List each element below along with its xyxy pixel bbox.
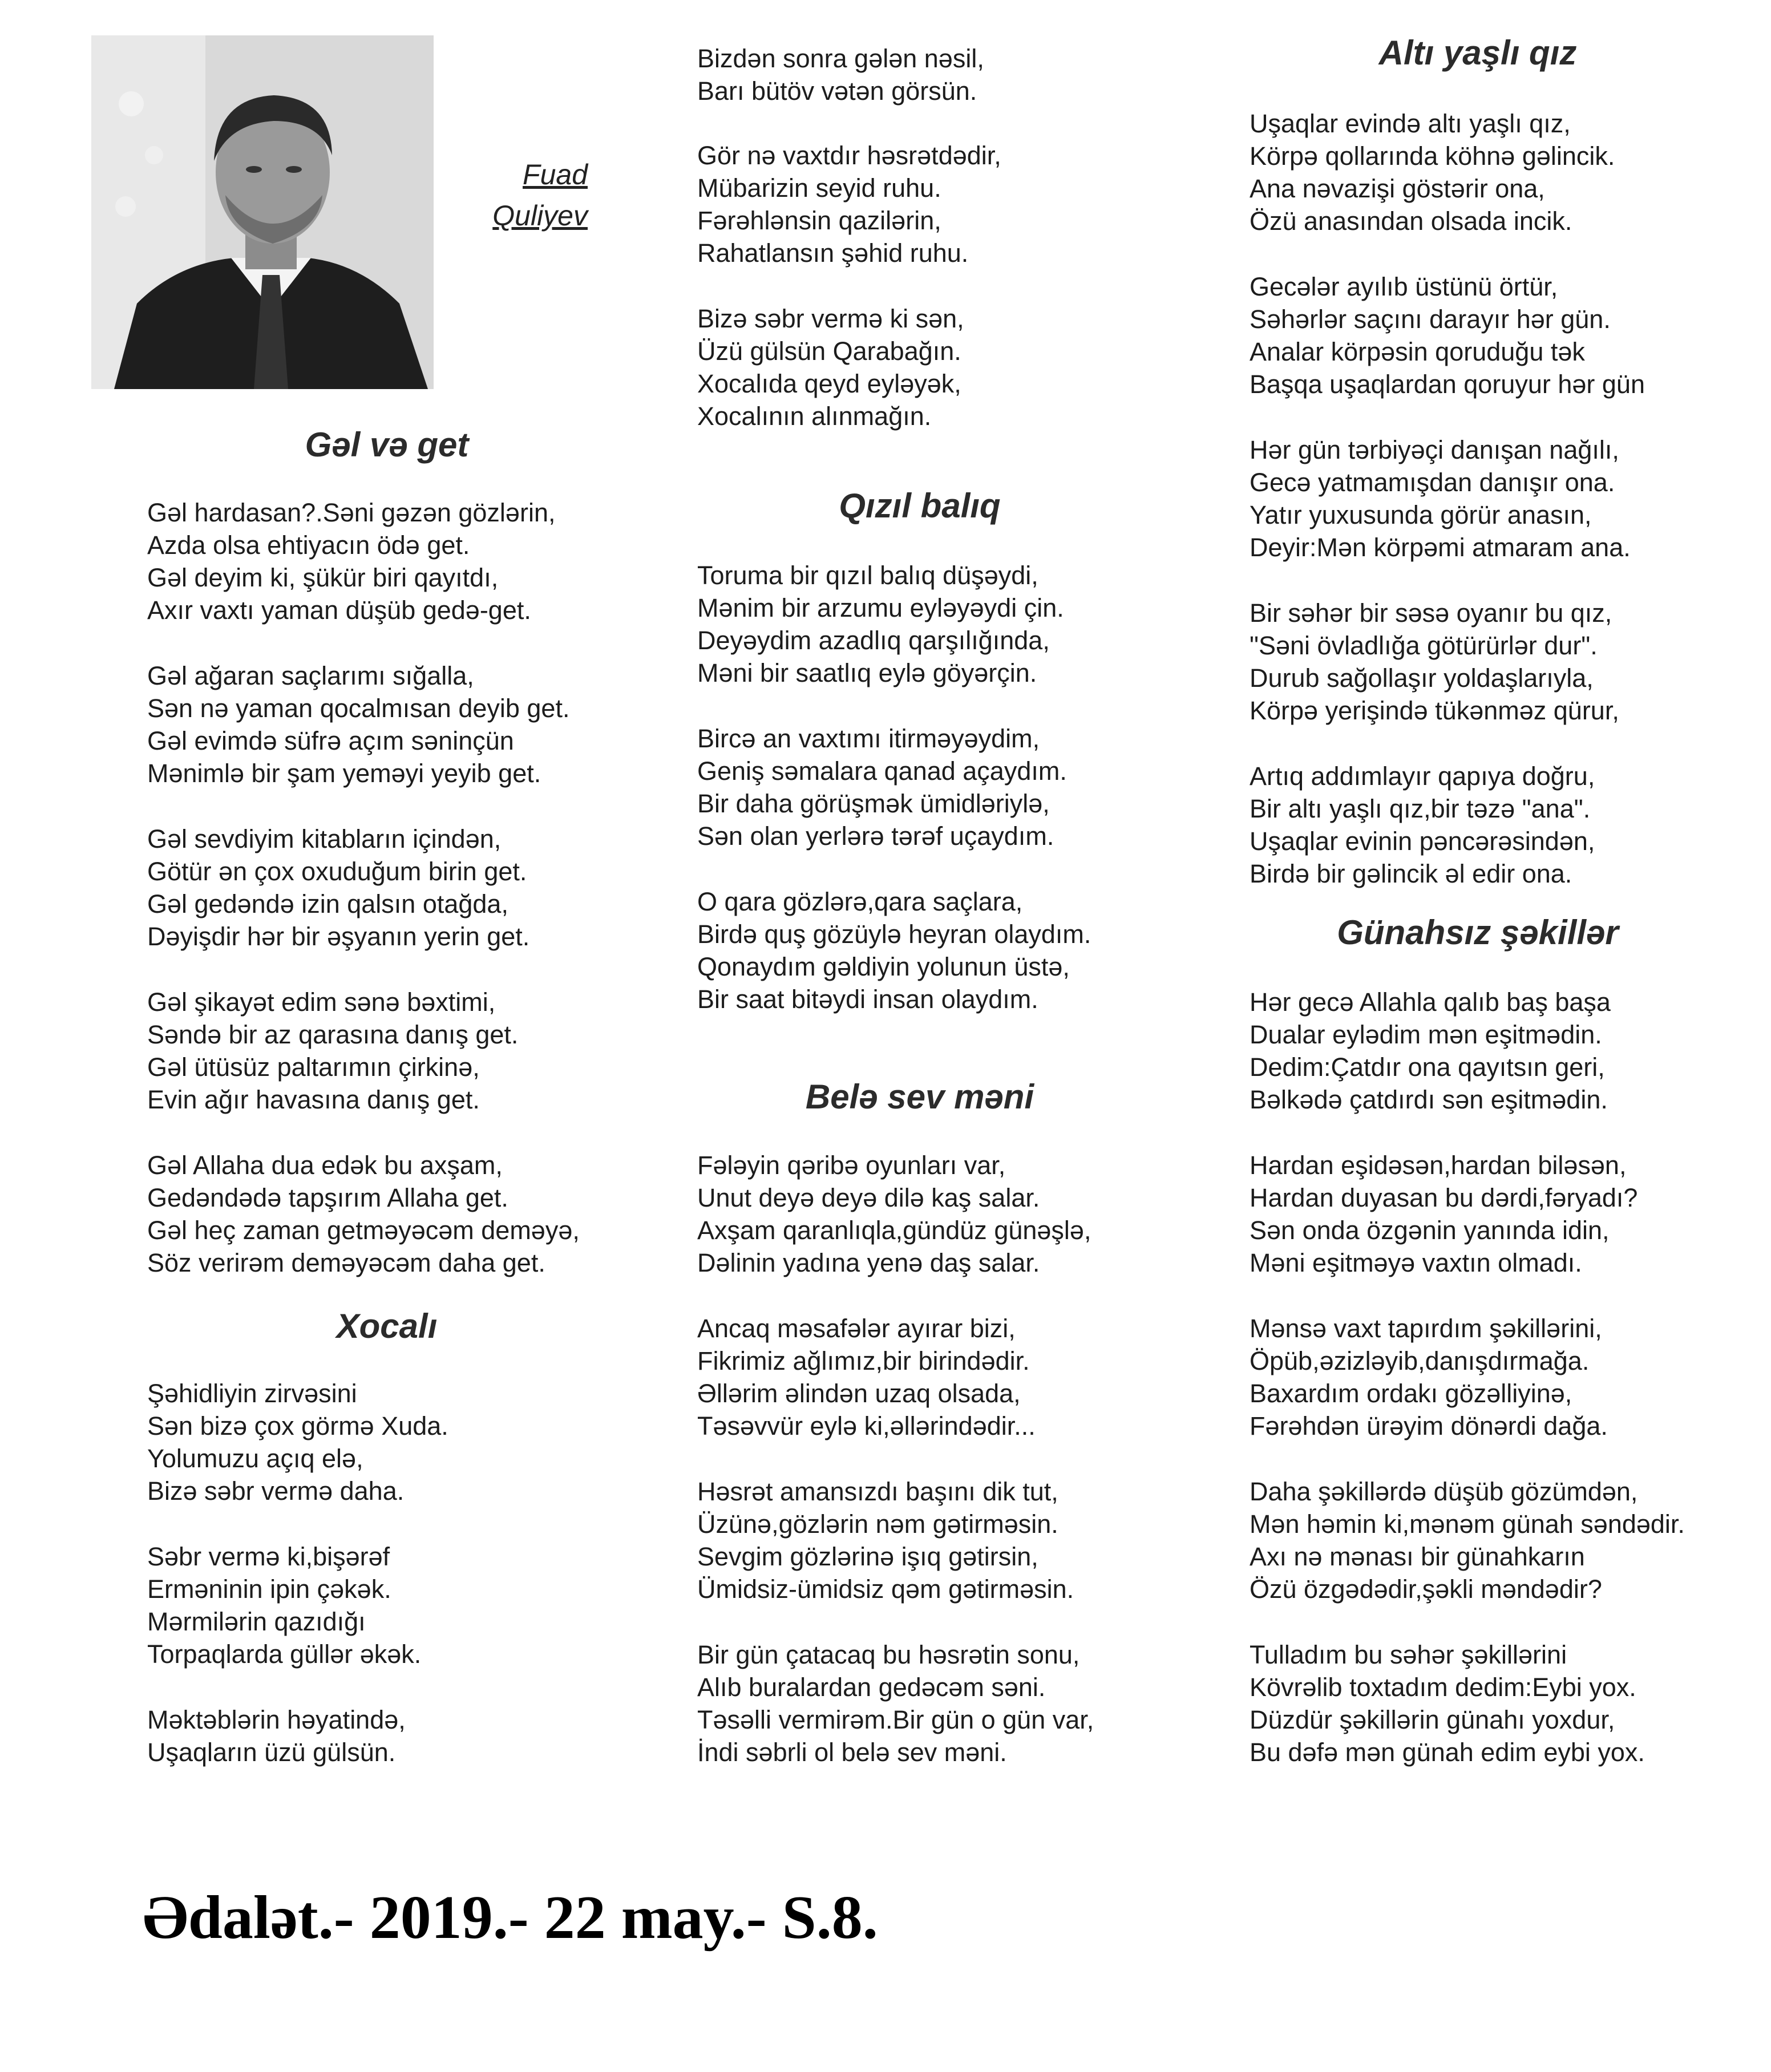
poem-line: Mənsə vaxt tapırdım şəkillərini, (1250, 1314, 1602, 1343)
poem-line: Səbr vermə ki,bişərəf (147, 1542, 390, 1571)
stanza (147, 496, 555, 626)
stanza (147, 823, 529, 953)
stanza (147, 1377, 448, 1507)
poem-line: Məni eşitməyə vaxtın olmadı. (1250, 1248, 1582, 1277)
stanza (1250, 986, 1611, 1116)
poem-line: Üzünə,gözlərin nəm gətirməsin. (697, 1510, 1058, 1539)
poem-line: Mənim bir arzumu eyləyəydi çin. (697, 593, 1064, 622)
poem-line: Fərəhdən ürəyim dönərdi dağa. (1250, 1411, 1608, 1440)
poem-line: Öpüb,əzizləyib,danışdırmağa. (1250, 1346, 1590, 1375)
poem-line: Bir altı yaşlı qız,bir təzə "ana". (1250, 794, 1591, 823)
poem-line: Ana nəvazişi göstərir ona, (1250, 174, 1545, 203)
poem-line: Deyir:Mən körpəmi atmaram ana. (1250, 533, 1631, 562)
stanza (1250, 1149, 1637, 1279)
poem-line: Evin ağır havasına danış get. (147, 1085, 480, 1114)
stanza (697, 42, 984, 107)
poem-line: Torpaqlarda güllər əkək. (147, 1640, 422, 1669)
poem-line: Axır vaxtı yaman düşüb gedə-get. (147, 596, 531, 625)
poem-line: Gəl ütüsüz paltarımın çirkinə, (147, 1053, 480, 1082)
poem-line: Geniş səmalara qanad açaydım. (697, 756, 1067, 786)
poem-line: Artıq addımlayır qapıya doğru, (1250, 762, 1595, 791)
stanza (1250, 1312, 1608, 1442)
poem-line: Dedim:Çatdır ona qayıtsın geri, (1250, 1053, 1605, 1082)
poem-line: Sən nə yaman qocalmısan deyib get. (147, 694, 570, 723)
poem-line: Axşam qaranlıqla,gündüz günəşlə, (697, 1216, 1091, 1245)
poem-line: Dəlinin yadına yenə daş salar. (697, 1248, 1040, 1277)
poem-line: Gəl sevdiyim kitabların içindən, (147, 824, 502, 853)
poem-line: Bir daha görüşmək ümidləriylə, (697, 789, 1050, 818)
poem-line: Gəl gedəndə izin qalsın otağda, (147, 889, 508, 918)
poem-line: Birdə quş gözüylə heyran olaydım. (697, 920, 1091, 949)
poem-line: Unut deyə deyə dilə kaş salar. (697, 1183, 1040, 1212)
poem-line: Gecə yatmamışdan danışır ona. (1250, 468, 1615, 497)
poem-line: O qara gözlərə,qara saçlara, (697, 887, 1023, 916)
stanza (1250, 434, 1631, 564)
poem-line: Hər gecə Allahla qalıb baş başa (1250, 988, 1611, 1017)
publication-citation: Ədalət.- 2019.- 22 may.- S.8. (143, 1884, 878, 1952)
author-name (468, 154, 588, 236)
author-last-name: Quliyev (492, 200, 588, 232)
poem-line: Təsəvvür eylə ki,əllərindədir... (697, 1411, 1036, 1440)
poem-line: Uşaqlar evinin pəncərəsindən, (1250, 827, 1595, 856)
poem-line: Ümidsiz-ümidsiz qəm gətirməsin. (697, 1575, 1074, 1604)
poem-line: Deyəydim azadlıq qarşılığında, (697, 626, 1050, 655)
poem-line: Hardan eşidəsən,hardan biləsən, (1250, 1151, 1627, 1180)
poem-line: Rahatlansın şəhid ruhu. (697, 238, 969, 268)
poem-title-bele-sev-meni: Belə sev məni (805, 1078, 1034, 1116)
author-first-name: Fuad (523, 159, 588, 191)
stanza (697, 1638, 1094, 1769)
poem-line: Bizə səbr vermə ki sən, (697, 304, 964, 333)
poem-line: Barı bütöv vətən görsün. (697, 76, 977, 106)
poem-line: Gəl evimdə süfrə açım səninçün (147, 726, 514, 755)
poem-line: Yatır yuxusunda görür anasın, (1250, 500, 1592, 529)
poem-line: Uşaqların üzü gülsün. (147, 1738, 396, 1767)
poem-line: Erməninin ipin çəkək. (147, 1575, 391, 1604)
poem-line: Axı nə mənası bir günahkarın (1250, 1542, 1585, 1571)
poem-line: Məni bir saatlıq eylə göyərçin. (697, 658, 1037, 687)
stanza (1250, 760, 1595, 890)
poem-line: Üzü gülsün Qarabağın. (697, 337, 961, 366)
stanza (1250, 1475, 1685, 1605)
poem-line: Gəl şikayət edim sənə bəxtimi, (147, 988, 496, 1017)
poem-title-xocali: Xocalı (336, 1307, 438, 1345)
poem-line: Həsrət amansızdı başını dik tut, (697, 1477, 1058, 1506)
poem-title-gel-ve-get: Gəl və get (305, 426, 469, 464)
poem-line: Səhərlər saçını darayır hər gün. (1250, 305, 1611, 334)
poem-line: Fələyin qəribə oyunları var, (697, 1151, 1006, 1180)
poem-line: Sən onda özgənin yanında idin, (1250, 1216, 1610, 1245)
poem-line: Körpə qollarında köhnə gəlincik. (1250, 141, 1615, 171)
poem-line: Gəl heç zaman getməyəcəm deməyə, (147, 1216, 580, 1245)
stanza (697, 1475, 1074, 1605)
poem-line: Durub sağollaşır yoldaşlarıyla, (1250, 663, 1594, 693)
poem-line: Körpə yerişində tükənməz qürur, (1250, 696, 1619, 725)
poem-line: Özü anasından olsada incik. (1250, 207, 1572, 236)
poem-line: Məktəblərin həyatində, (147, 1705, 406, 1734)
stanza (1250, 1638, 1645, 1769)
stanza (697, 559, 1064, 689)
poem-line: Bizə səbr vermə daha. (147, 1476, 405, 1506)
poem-line: Götür ən çox oxuduğum birin get. (147, 857, 527, 886)
stanza (1250, 597, 1619, 727)
poem-line: Tulladım bu səhər şəkillərini (1250, 1640, 1567, 1669)
stanza (1250, 270, 1645, 400)
stanza (697, 885, 1091, 1015)
poem-line: Bəlkədə çatdırdı sən eşitmədin. (1250, 1085, 1608, 1114)
stanza (147, 659, 569, 790)
poem-title-qizil-baliq: Qızıl balıq (839, 487, 1001, 525)
poem-line: Uşaqlar evində altı yaşlı qız, (1250, 109, 1571, 138)
poem-line: Alıb buralardan gedəcəm səni. (697, 1673, 1046, 1702)
poem-line: Fərəhlənsin qazilərin, (697, 206, 941, 235)
stanza (147, 1149, 580, 1279)
poem-line: Mən həmin ki,mənəm günah səndədir. (1250, 1510, 1685, 1539)
stanza (697, 1312, 1036, 1442)
poem-line: İndi səbrli ol belə sev məni. (697, 1738, 1007, 1767)
stanza (147, 1703, 406, 1769)
poem-line: Dəyişdir hər bir əşyanın yerin get. (147, 922, 530, 951)
poem-line: Daha şəkillərdə düşüb gözümdən, (1250, 1477, 1638, 1506)
poem-line: Baxardım ordakı gözəlliyinə, (1250, 1379, 1572, 1408)
stanza (697, 722, 1067, 852)
poem-line: Bir gün çatacaq bu həsrətin sonu, (697, 1640, 1080, 1669)
poem-line: Söz verirəm deməyəcəm daha get. (147, 1248, 545, 1277)
stanza (697, 139, 1001, 269)
poem-line: Gecələr ayılıb üstünü örtür, (1250, 272, 1558, 301)
poem-line: Qonaydım gəldiyin yolunun üstə, (697, 952, 1070, 981)
poem-line: Yolumuzu açıq elə, (147, 1444, 363, 1473)
poem-line: Sən olan yerlərə tərəf uçaydım. (697, 821, 1054, 851)
stanza (697, 302, 964, 432)
poem-line: Gəl Allaha dua edək bu axşam, (147, 1151, 503, 1180)
poem-line: Mübarizin seyid ruhu. (697, 173, 941, 203)
poem-line: Özü özgədədir,şəkli məndədir? (1250, 1575, 1602, 1604)
poem-title-gunahsiz-sekiller: Günahsız şəkillər (1337, 913, 1619, 952)
poem-line: Bir səhər bir səsə oyanır bu qız, (1250, 598, 1612, 628)
poem-line: Əllərim əlindən uzaq olsada, (697, 1379, 1021, 1408)
poem-line: Gedəndədə tapşırım Allaha get. (147, 1183, 508, 1212)
poem-line: Analar körpəsin qoruduğu tək (1250, 337, 1585, 366)
poem-line: Dualar eylədim mən eşitmədin. (1250, 1020, 1602, 1049)
poem-line: "Səni övladlığa götürürlər dur". (1250, 631, 1598, 660)
poem-line: Kövrəlib toxtadım dedim:Eybi yox. (1250, 1673, 1636, 1702)
poem-line: Hər gün tərbiyəçi danışan nağılı, (1250, 435, 1619, 464)
poem-line: Şəhidliyin zirvəsini (147, 1379, 357, 1408)
poem-line: Mənimlə bir şam yeməyi yeyib get. (147, 759, 541, 788)
stanza (1250, 107, 1615, 237)
poem-line: Düzdür şəkillərin günahı yoxdur, (1250, 1705, 1615, 1734)
poem-line: Təsəlli vermirəm.Bir gün o gün var, (697, 1705, 1094, 1734)
stanza (147, 986, 518, 1116)
poem-line: Gəl ağaran saçlarımı sığalla, (147, 661, 474, 690)
poem-line: Gəl hardasan?.Səni gəzən gözlərin, (147, 498, 556, 527)
poem-line: Toruma bir qızıl balıq düşəydi, (697, 561, 1038, 590)
poem-line: Gəl deyim ki, şükür biri qayıtdı, (147, 563, 499, 592)
poem-line: Sən bizə çox görmə Xuda. (147, 1411, 448, 1440)
poem-line: Bizdən sonra gələn nəsil, (697, 44, 984, 73)
poem-line: Xocalının alınmağın. (697, 402, 932, 431)
poem-line: Hardan duyasan bu dərdi,fəryadı? (1250, 1183, 1638, 1212)
poem-line: Gör nə vaxtdır həsrətdədir, (697, 141, 1001, 170)
poem-line: Mərmilərin qazıdığı (147, 1607, 366, 1636)
poem-line: Bir saat bitəydi insan olaydım. (697, 985, 1038, 1014)
poem-title-alti-yasli-qiz: Altı yaşlı qız (1378, 34, 1577, 72)
poem-line: Sevgim gözlərinə işıq gətirsin, (697, 1542, 1038, 1571)
poem-line: Ancaq məsafələr ayırar bizi, (697, 1314, 1016, 1343)
poem-line: Birdə bir gəlincik əl edir ona. (1250, 859, 1572, 888)
poem-line: Xocalıda qeyd eyləyək, (697, 369, 961, 398)
poem-line: Fikrimiz ağlımız,bir birindədir. (697, 1346, 1030, 1375)
stanza (697, 1149, 1091, 1279)
poem-line: Səndə bir az qarasına danış get. (147, 1020, 519, 1049)
poem-line: Azda olsa ehtiyacın ödə get. (147, 531, 470, 560)
poem-line: Bu dəfə mən günah edim eybi yox. (1250, 1738, 1645, 1767)
stanza (147, 1540, 421, 1670)
poem-line: Başqa uşaqlardan qoruyur hər gün (1250, 370, 1645, 399)
portrait-figure (91, 35, 434, 389)
author-photo (91, 35, 434, 389)
poem-line: Bircə an vaxtımı itirməyəydim, (697, 724, 1040, 753)
